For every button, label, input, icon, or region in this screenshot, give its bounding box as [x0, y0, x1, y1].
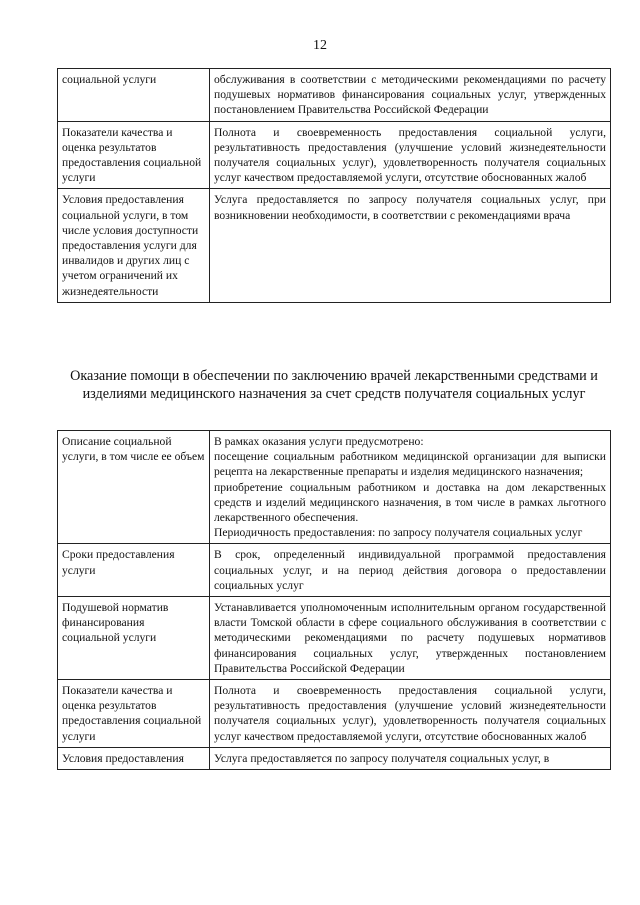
row-label: Показатели качества и оценка результатов предоставления социальной услуги	[58, 680, 210, 748]
table-row	[58, 69, 611, 122]
row-label: Показатели качества и оценка результатов предоставления социальной услуги	[58, 121, 210, 189]
row-value: Услуга предоставляется по запросу получателя социальных услуг, в	[210, 747, 611, 769]
row-label: Условия предоставления	[58, 747, 210, 769]
description-line: Периодичность предоставления: по запросу получателя социальных услуг	[214, 526, 583, 540]
row-value: Устанавливается уполномоченным исполнительным органом государственной власти Томской области в сфере социального обслуживания в соответствии с методическими рекомендациями по расчету подушевых нормативов финансирования социальных услуг, утвержденных постановлением Правительства Российской Федерации	[210, 597, 611, 680]
description-line: В рамках оказания услуги предусмотрено:	[214, 435, 424, 448]
row-value: обслуживания в соответствии с методическими рекомендациями по расчету подушевых нормативов финансирования социальных услуг, утвержденных постановлением Правительства Российской Федерации	[210, 69, 611, 122]
row-label: социальной услуги	[58, 69, 210, 122]
section-heading: Оказание помощи в обеспечении по заключению врачей лекарственными средствами и изделиями медицинского назначения за счет средств получателя социальных услуг	[70, 368, 598, 402]
table-row	[58, 680, 611, 748]
row-value: Полнота и своевременность предоставления социальной услуги, результативность предоставления (улучшение условий жизнедеятельности получателя социальных услуг), удовлетворенность получателя социальных услуг качеством предоставляемой услуги, отсутствие обоснованных жалоб	[210, 121, 611, 189]
table-row	[58, 189, 611, 302]
page-number: 12	[313, 38, 327, 53]
service-table-continued	[57, 68, 611, 303]
row-value: Услуга предоставляется по запросу получателя социальных услуг, при возникновении необходимости, в соответствии с рекомендациями врача	[210, 189, 611, 302]
row-label: Сроки предоставления услуги	[58, 544, 210, 597]
table-row	[58, 597, 611, 680]
row-value: Полнота и своевременность предоставления социальной услуги, результативность предоставления (улучшение условий жизнедеятельности получателя социальных услуг), удовлетворенность получателя социальных услуг качеством предоставляемой услуги, отсутствие обоснованных жалоб	[210, 680, 611, 748]
service-table	[57, 430, 611, 770]
row-value: В срок, определенный индивидуальной программой предоставления социальных услуг, и на период действия договора о предоставлении социальных услуг	[210, 544, 611, 597]
table-row	[58, 431, 611, 544]
table-row	[58, 544, 611, 597]
row-value	[210, 431, 611, 544]
description-line: посещение социальным работником медицинской организации для выписки рецепта на лекарственные препараты и изделия медицинского назначения;	[214, 450, 606, 479]
table-row	[58, 121, 611, 189]
row-label: Подушевой норматив финансирования социальной услуги	[58, 597, 210, 680]
row-label: Условия предоставления социальной услуги, в том числе условия доступности предоставления услуги для инвалидов и других лиц с учетом ограничений их жизнедеятельности	[58, 189, 210, 302]
table-row	[58, 747, 611, 769]
row-label: Описание социальной услуги, в том числе ее объем	[58, 431, 210, 544]
description-line: приобретение социальным работником и доставка на дом лекарственных средств и изделий медицинского назначения, в том числе в рамках льготного лекарственного обеспечения.	[214, 480, 606, 525]
